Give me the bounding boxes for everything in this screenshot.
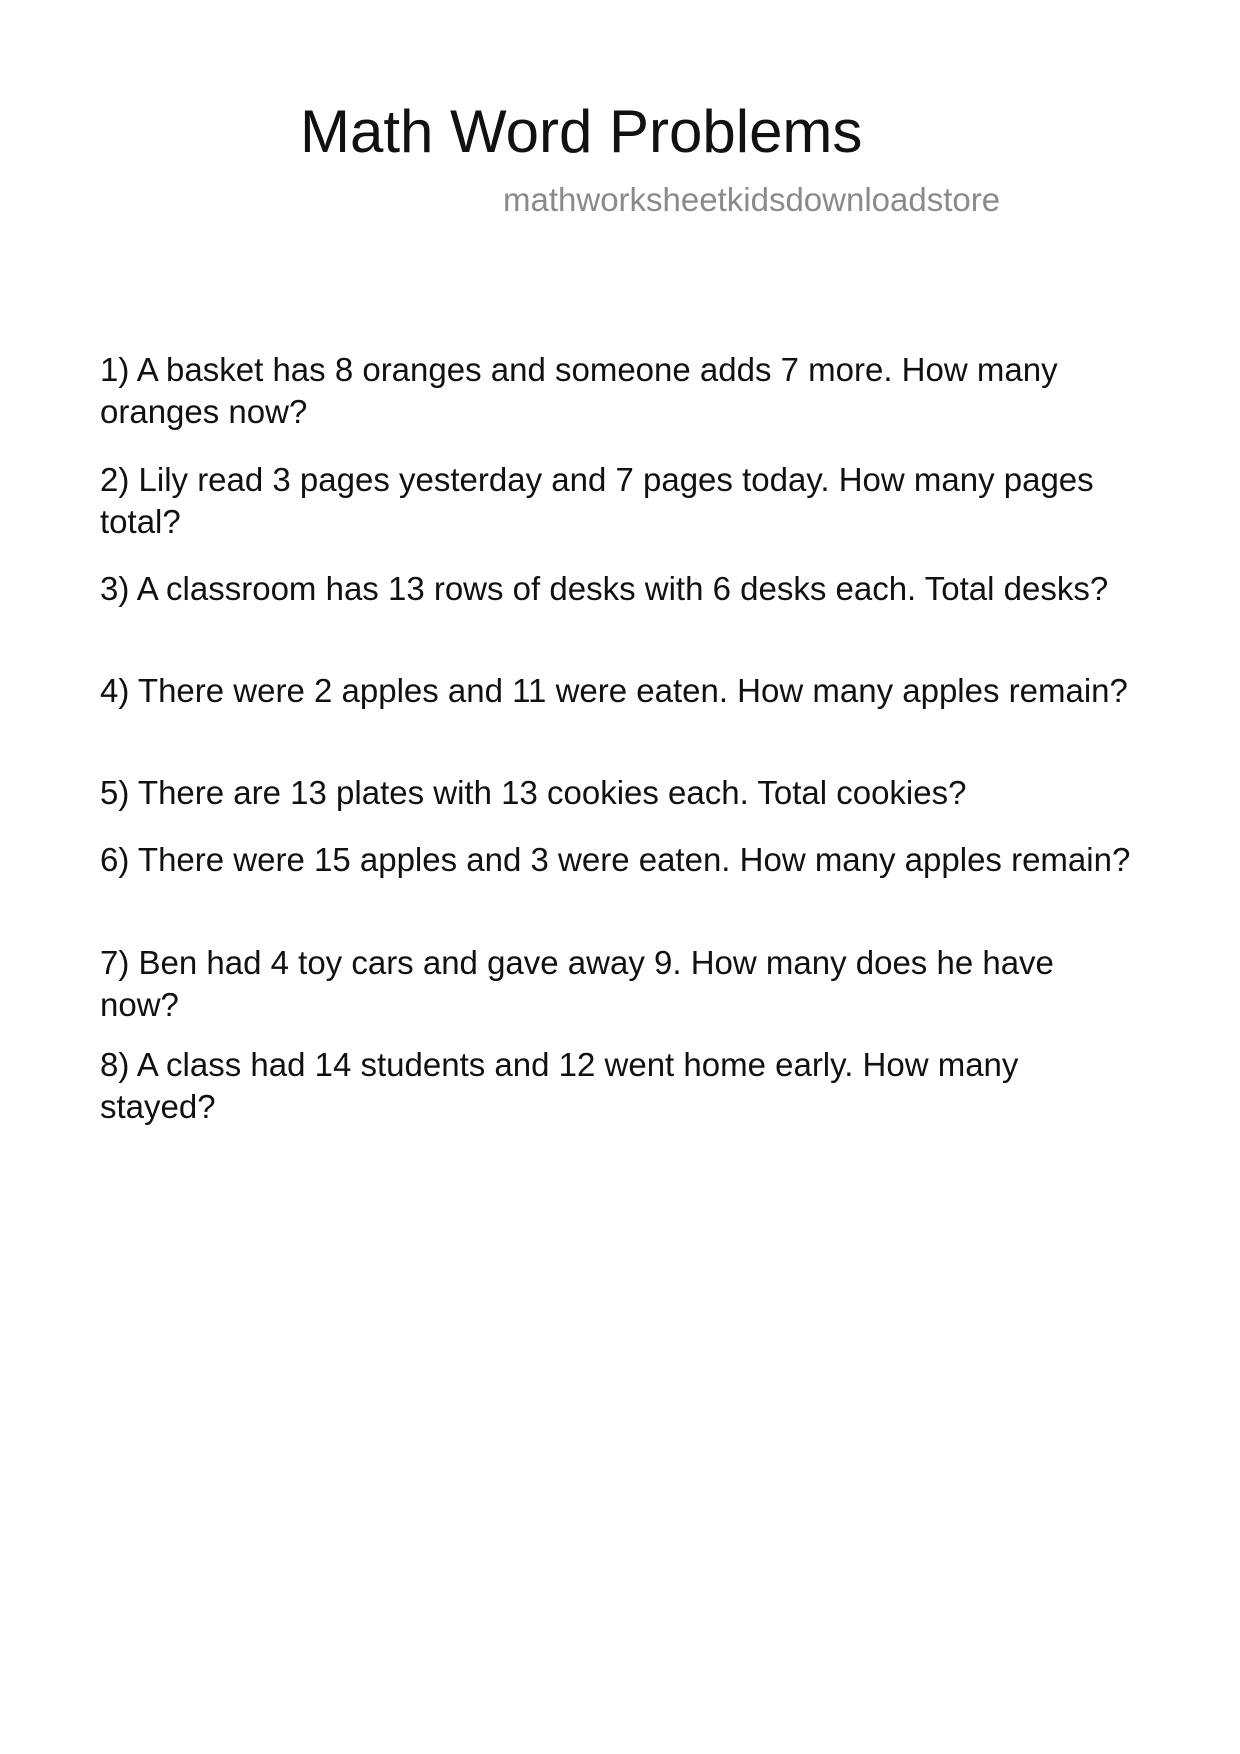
problem-item: 2) Lily read 3 pages yesterday and 7 pages today. How many pages total? xyxy=(100,461,1094,540)
problem-item: 3) A classroom has 13 rows of desks with 6 desks each. Total desks? xyxy=(100,570,1109,607)
problem-item: 1) A basket has 8 oranges and someone adds 7 more. How many oranges now? xyxy=(100,351,1058,430)
site-name: mathworksheetkidsdownloadstore xyxy=(503,181,1001,218)
problem-item: 5) There are 13 plates with 13 cookies each. Total cookies? xyxy=(100,774,967,811)
worksheet-title: Math Word Problems xyxy=(300,98,863,165)
problem-item: 8) A class had 14 students and 12 went home early. How many stayed? xyxy=(100,1046,1019,1125)
problem-item: 7) Ben had 4 toy cars and gave away 9. How many does he have now? xyxy=(100,944,1054,1023)
problem-item: 6) There were 15 apples and 3 were eaten. How many apples remain? xyxy=(100,841,1131,878)
problem-item: 4) There were 2 apples and 11 were eaten. How many apples remain? xyxy=(100,672,1128,709)
